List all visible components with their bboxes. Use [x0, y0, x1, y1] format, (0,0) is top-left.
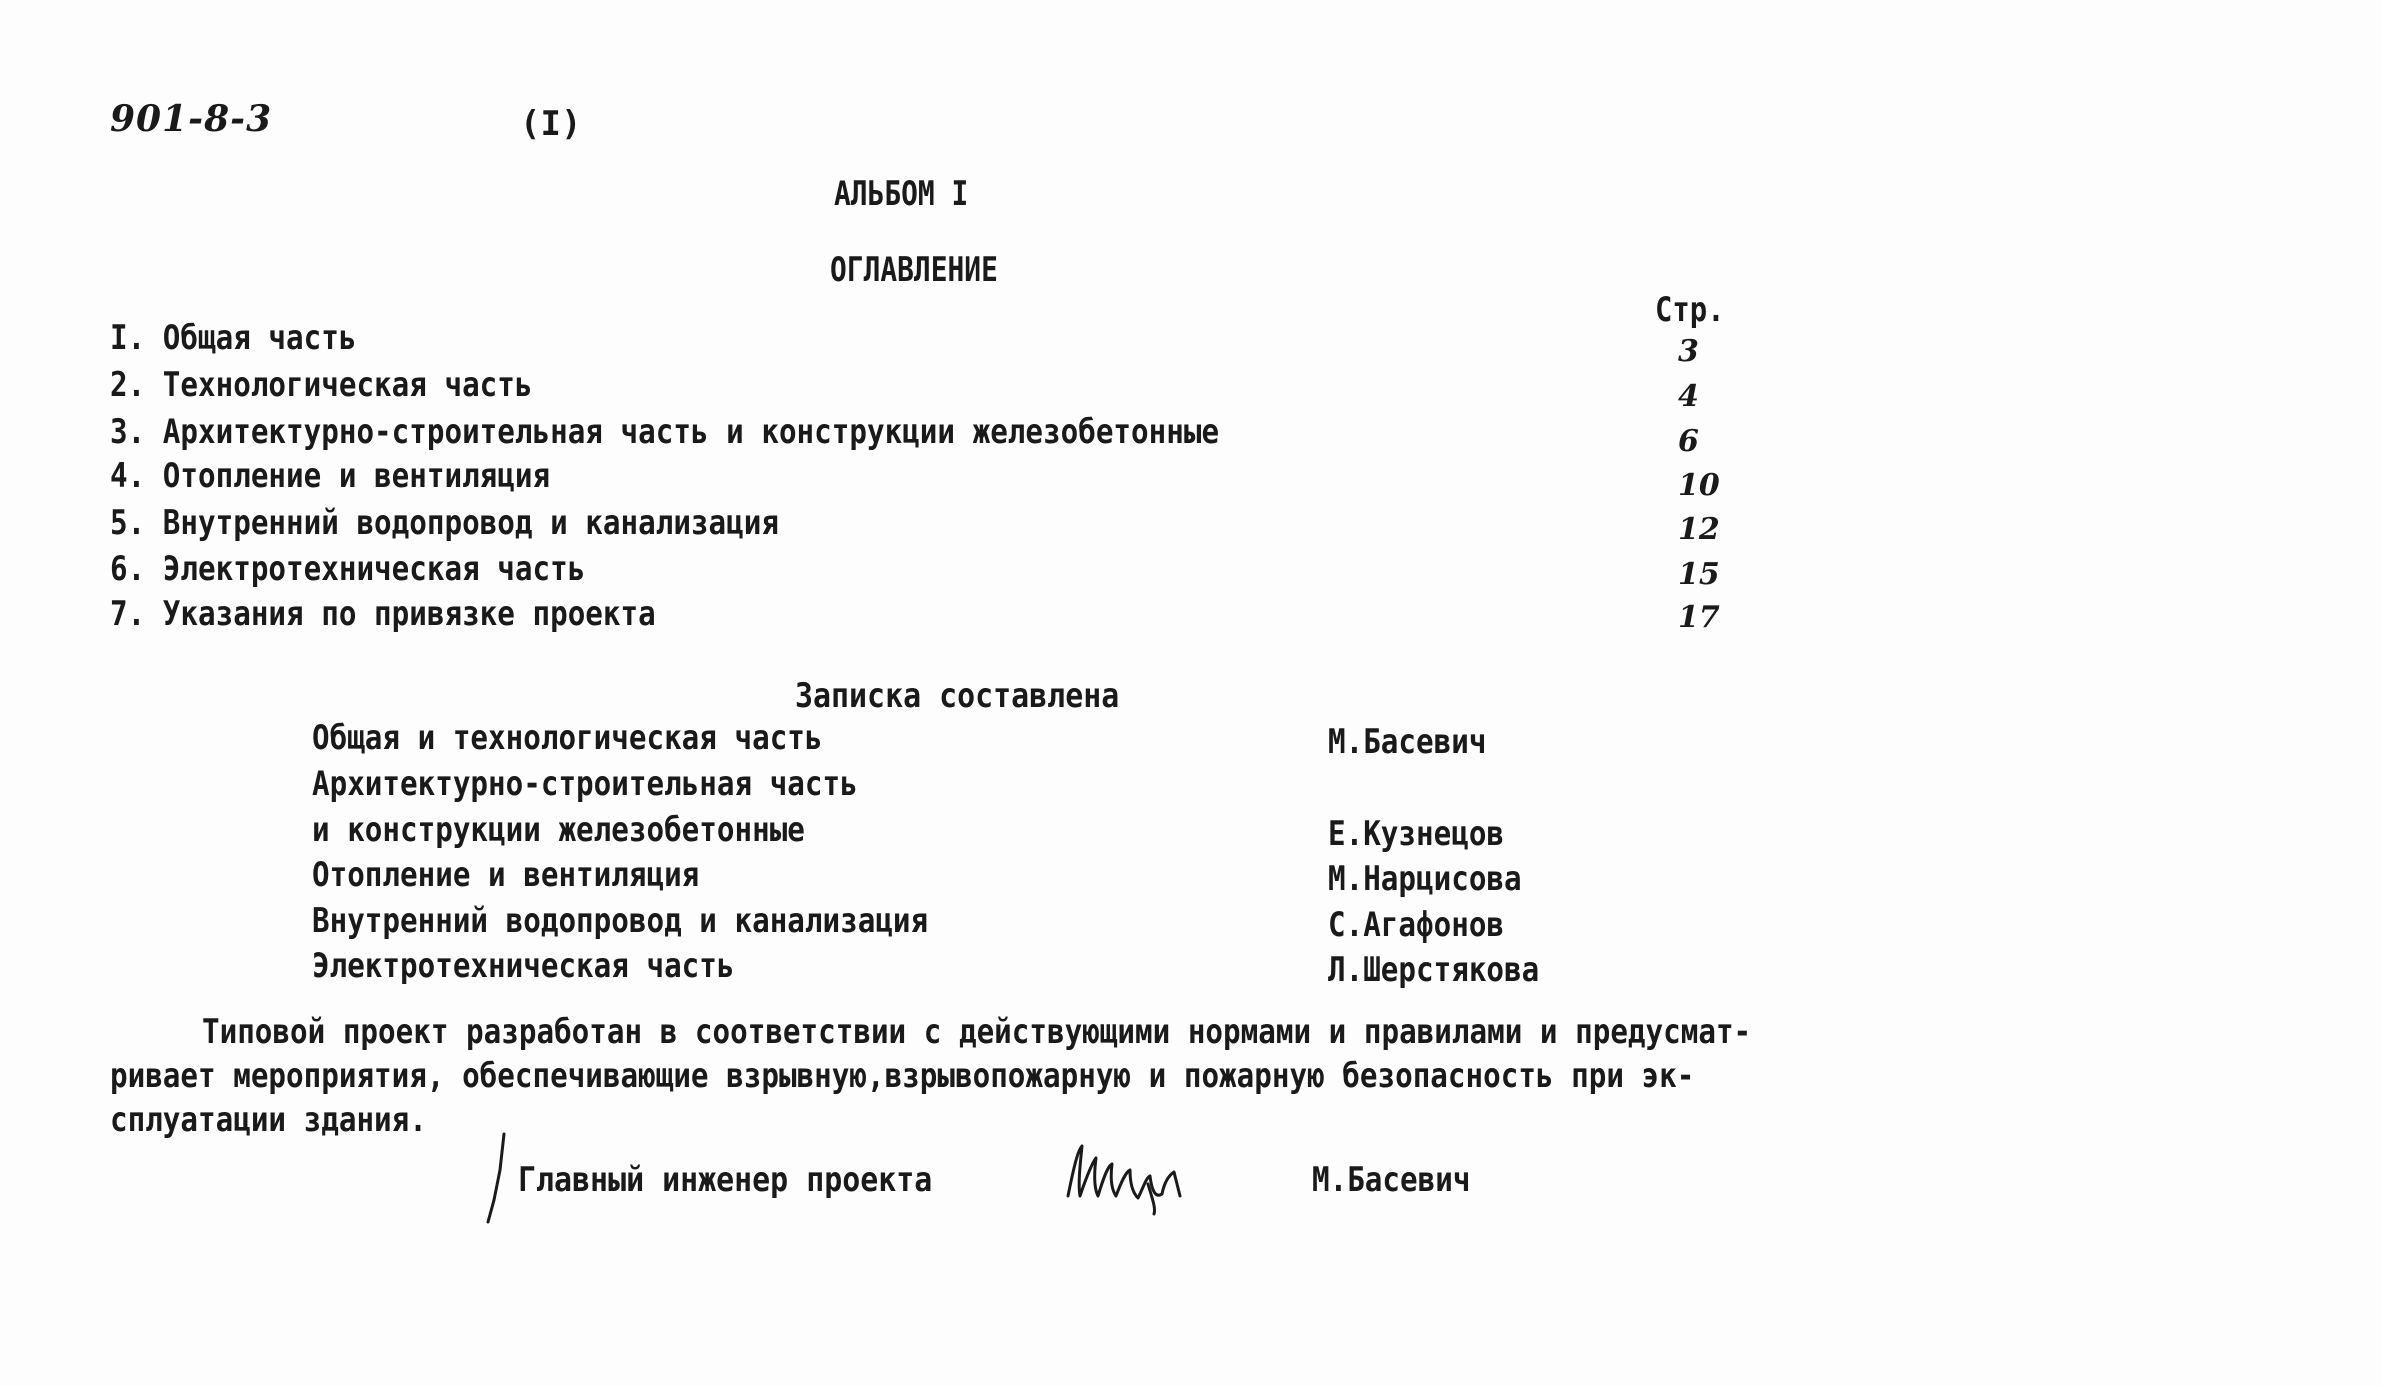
compiled-by-title: Записка составлена	[795, 676, 1120, 716]
album-title: АЛЬБОМ I	[834, 174, 969, 214]
compiled-author: С.Агафонов	[1328, 905, 1505, 945]
compiled-part: Общая и технологическая часть	[312, 718, 823, 758]
compiled-part: Архитектурно-строительная часть	[312, 764, 858, 804]
toc-page-column-label: Стр.	[1655, 290, 1725, 330]
compiled-author: М.Нарцисова	[1328, 859, 1522, 899]
handwritten-signature	[1060, 1136, 1200, 1220]
compiled-part: Отопление и вентиляция	[312, 855, 700, 895]
toc-item: 5. Внутренний водопровод и канализация	[110, 503, 779, 543]
note-line: сплуатации здания.	[110, 1100, 427, 1140]
part-mark: (I)	[520, 104, 582, 144]
compiled-part: и конструкции железобетонные	[312, 810, 805, 850]
toc-item: 3. Архитектурно-строительная часть и конструкции железобетонные	[110, 412, 1220, 452]
margin-stroke	[480, 1130, 510, 1226]
toc-page-number: 6	[1678, 424, 1699, 459]
compiled-author: Е.Кузнецов	[1328, 814, 1505, 854]
toc-page-number: 3	[1678, 334, 1699, 369]
compiled-author: Л.Шерстякова	[1328, 950, 1540, 990]
note-line: Типовой проект разработан в соответствии с действующими нормами и правилами и предусмат-	[202, 1012, 1752, 1052]
toc-item: 6. Электротехническая часть	[110, 549, 586, 589]
note-line: ривает мероприятия, обеспечивающие взрывную,взрывопожарную и пожарную безопасность при эк-	[110, 1056, 1695, 1096]
toc-item: 4. Отопление и вентиляция	[110, 456, 551, 496]
toc-item: 7. Указания по привязке проекта	[110, 594, 656, 634]
signature-role: Главный инженер проекта	[518, 1160, 933, 1200]
compiled-part: Электротехническая часть	[312, 946, 735, 986]
toc-page-number: 12	[1678, 512, 1720, 547]
signature-graphic	[1060, 1136, 1200, 1216]
signature-name: М.Басевич	[1312, 1160, 1471, 1200]
compiled-author: М.Басевич	[1328, 722, 1487, 762]
toc-page-number: 4	[1678, 379, 1699, 414]
toc-item: I. Общая часть	[110, 318, 357, 358]
toc-page-number: 17	[1678, 600, 1720, 635]
compiled-part: Внутренний водопровод и канализация	[312, 901, 929, 941]
document-code: 901-8-3	[110, 98, 273, 140]
toc-item: 2. Технологическая часть	[110, 365, 533, 405]
toc-page-number: 10	[1678, 468, 1720, 503]
toc-title: ОГЛАВЛЕНИЕ	[830, 250, 998, 290]
toc-page-number: 15	[1678, 557, 1720, 592]
